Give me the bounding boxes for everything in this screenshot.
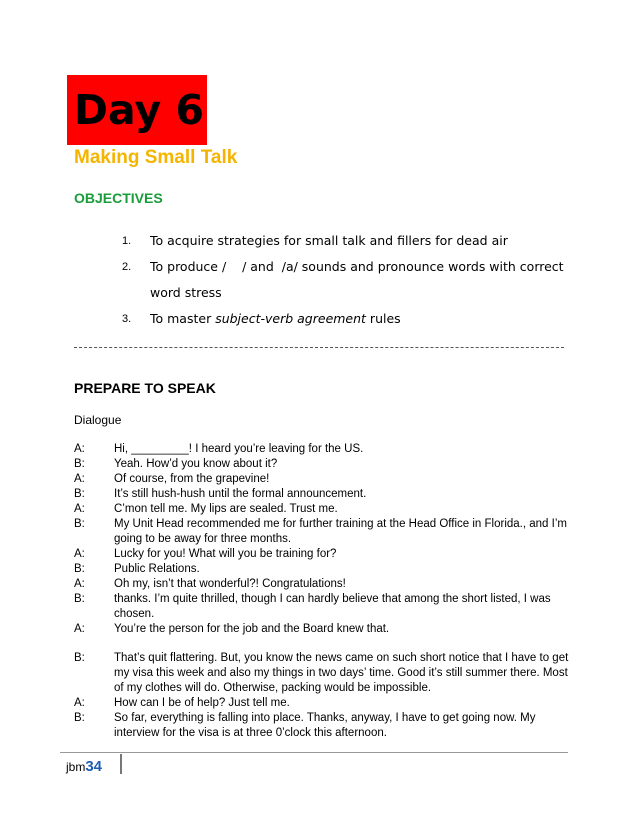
objective-text-italic: subject-verb agreement [215, 311, 366, 326]
line-text: Of course, from the grapevine! [114, 473, 270, 485]
line-text: That’s quit flattering. But, you know the news came on such short notice that I have to get my visa this week and also my things in two days’ time. Good it’s still summer there. Most of my clothes will do. Otherwise, packing would be impossible. [114, 652, 569, 694]
page-title: Day 6 [74, 86, 204, 134]
line-text: Oh my, isn’t that wonderful?! Congratulations! [114, 578, 346, 590]
objective-item [122, 228, 592, 254]
objective-text-after: rules [365, 311, 401, 326]
objective-number: 2. [122, 261, 132, 273]
speaker: A: [74, 578, 85, 590]
speaker: A: [74, 548, 85, 560]
speaker: A: [74, 443, 85, 455]
objective-item [122, 306, 592, 332]
speaker: B: [74, 593, 85, 605]
dialogue-line [74, 696, 574, 711]
objective-text-before: To master [150, 311, 216, 326]
dialogue-line [74, 562, 574, 577]
dialogue-line [74, 592, 574, 622]
speaker: A: [74, 473, 85, 485]
line-text: Lucky for you! What will you be training for? [114, 548, 337, 560]
objective-item [122, 254, 592, 280]
objective-text: To produce / / and /a/ sounds and pronounce words with correct [150, 259, 564, 274]
dialogue-line [74, 577, 574, 592]
objective-text: word stress [150, 285, 222, 300]
speaker: A: [74, 503, 85, 515]
line-text: thanks. I’m quite thrilled, though I can hardly believe that among the short listed, I was chosen. [114, 593, 551, 620]
speaker: B: [74, 712, 85, 724]
dialogue-line [74, 651, 574, 696]
dialogue-line [74, 502, 574, 517]
line-text: My Unit Head recommended me for further training at the Head Office in Florida., and I’m going to be away for three months. [114, 518, 567, 545]
line-text: How can I be of help? Just tell me. [114, 697, 290, 709]
section-divider [74, 347, 564, 348]
line-text: Public Relations. [114, 563, 200, 575]
dialogue-line [74, 457, 574, 472]
dialogue-label: Dialogue [74, 413, 122, 427]
dialogue [74, 442, 574, 741]
page-number: 34 [85, 758, 103, 775]
footer-author: jbm [66, 760, 86, 774]
dialogue-line [74, 487, 574, 502]
line-text: So far, everything is falling into place. Thanks, anyway, I have to get going now. My interview for the visa is at three 0’clock this afternoon. [114, 712, 536, 739]
objectives-heading: OBJECTIVES [74, 190, 163, 206]
speaker: A: [74, 697, 85, 709]
dialogue-line [74, 547, 574, 562]
objective-number: 1. [122, 235, 132, 247]
objectives-list [122, 228, 592, 332]
line-text: C’mon tell me. My lips are sealed. Trust me. [114, 503, 338, 515]
line-text: Yeah. How’d you know about it? [114, 458, 278, 470]
footer-separator [120, 754, 122, 774]
speaker: B: [74, 488, 85, 500]
objective-text: To acquire strategies for small talk and fillers for dead air [150, 233, 508, 248]
dialogue-line [74, 472, 574, 487]
line-text: You’re the person for the job and the Board knew that. [114, 623, 390, 635]
speaker: A: [74, 623, 85, 635]
dialogue-line [74, 711, 574, 741]
page-subtitle: Making Small Talk [74, 147, 238, 168]
speaker: B: [74, 652, 85, 664]
line-text: It’s still hush-hush until the formal announcement. [114, 488, 367, 500]
speaker: B: [74, 518, 85, 530]
line-text: Hi, _________! I heard you’re leaving for the US. [114, 443, 364, 455]
objective-text [150, 311, 401, 326]
dialogue-line [74, 622, 574, 637]
section-heading: PREPARE TO SPEAK [74, 380, 216, 396]
objective-number: 3. [122, 313, 132, 325]
page-footer [66, 758, 102, 775]
speaker: B: [74, 563, 85, 575]
dialogue-line [74, 517, 574, 547]
dialogue-line [74, 442, 574, 457]
speaker: B: [74, 458, 85, 470]
footer-rule [60, 752, 568, 753]
objective-item [122, 280, 592, 306]
